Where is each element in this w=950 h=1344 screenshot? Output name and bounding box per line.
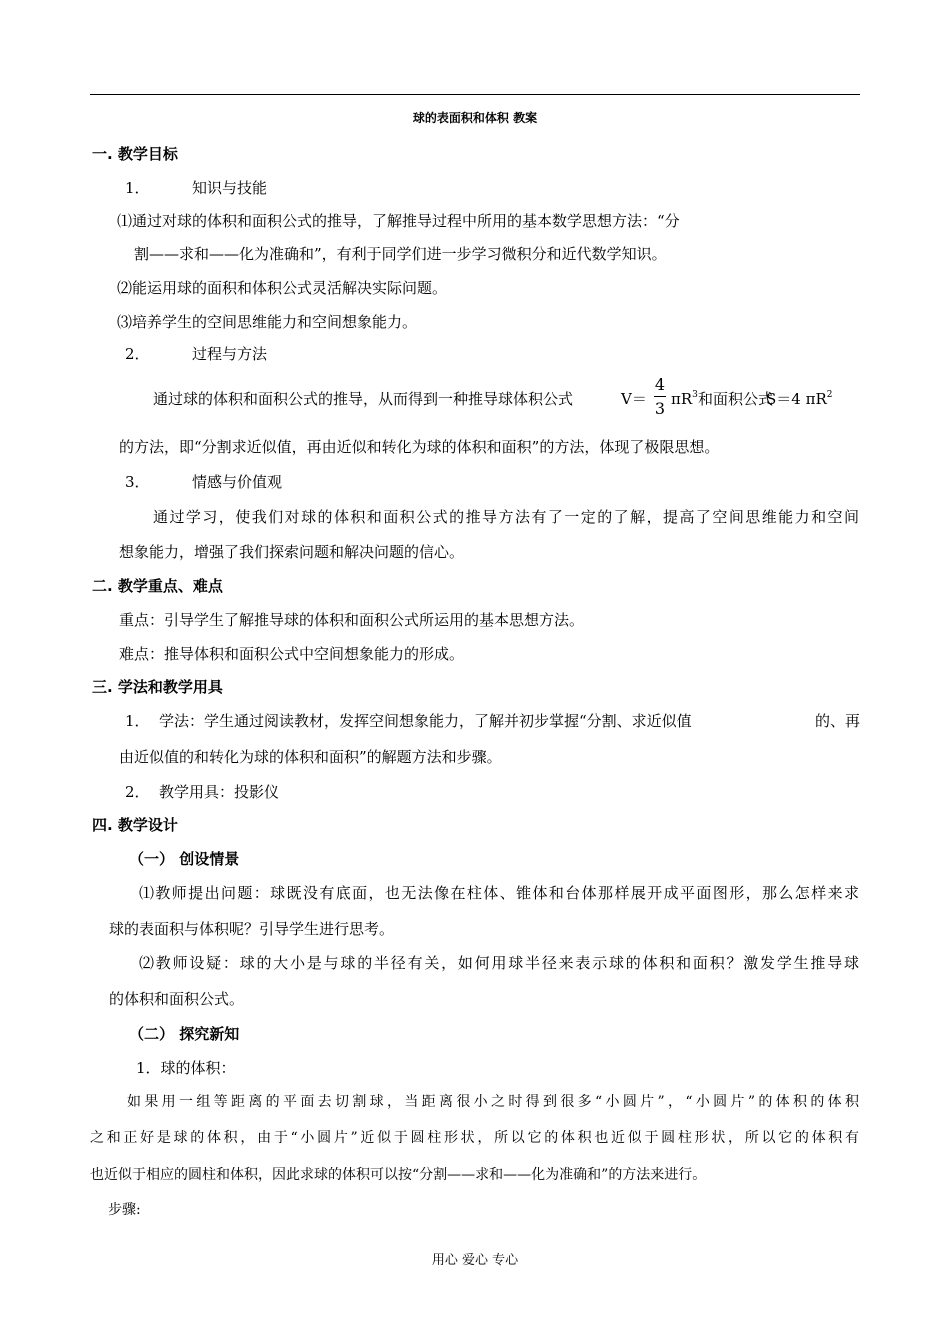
paragraph-line: 割——求和——化为准确和”，有利于同学们进一步学习微积分和近代数学知识。 (134, 245, 667, 263)
header-rule (90, 94, 860, 95)
paragraph-line: 之和正好是球的体积，由于“小圆片”近似于圆柱形状，所以它的体积也近似于圆柱形状，所以它的体积有 (90, 1130, 859, 1146)
formula-exponent: 3 (692, 390, 698, 400)
paragraph-line-tail: 的、再 (815, 712, 861, 730)
subsection-heading: （一） 创设情景 (129, 850, 240, 868)
item-label: 情感与价值观 (192, 473, 283, 491)
paragraph-line: ⑵能运用球的面积和体积公式灵活解决实际问题。 (117, 279, 448, 297)
section-heading-goals: 一. 教学目标 (92, 145, 178, 163)
paragraph-line: ⑶培养学生的空间思维能力和空间想象能力。 (117, 313, 418, 331)
section-heading-design: 四. 教学设计 (92, 816, 178, 834)
item-number: 1． (125, 179, 150, 197)
paragraph-line: 球的表面积与体积呢？引导学生进行思考。 (109, 920, 395, 938)
paragraph-line: ⑵教师设疑：球的大小是与球的半径有关，如何用球半径来表示球的体积和面积？激发学生推导球 (139, 954, 859, 972)
formula-text: 和面积公式 (698, 390, 774, 408)
formula-volume-rhs (671, 390, 698, 408)
formula-area (766, 390, 832, 408)
paragraph-line: 想象能力，增强了我们探索问题和解决问题的信心。 (119, 543, 465, 561)
formula-area-body: S＝4 πR (766, 390, 827, 408)
paragraph-line: 也近似于相应的圆柱和体积，因此求球的体积可以按“分割——求和——化为准确和”的方法来进行。 (90, 1167, 707, 1183)
page-footer: 用心 爱心 专心 (431, 1253, 519, 1268)
paragraph-line: 步骤: (108, 1202, 141, 1218)
item-label: 过程与方法 (192, 345, 268, 363)
section-heading-methods: 三. 学法和教学用具 (92, 678, 223, 696)
fraction-numerator: 4 (654, 375, 666, 394)
formula-volume-lhs: V＝ (621, 390, 647, 408)
paragraph-line: 的体积和面积公式。 (109, 990, 245, 1008)
paragraph-line: 由近似值的和转化为球的体积和面积”的解题方法和步骤。 (119, 748, 502, 766)
paragraph-line: 如果用一组等距离的平面去切割球，当距离很小之时得到很多“小圆片”，“小圆片”的体积的体积 (127, 1094, 859, 1110)
fraction-bar (654, 396, 666, 397)
item-number: 3． (125, 473, 150, 491)
section-heading-key-points: 二. 教学重点、难点 (92, 577, 223, 595)
paragraph-line: 1．球的体积： (136, 1059, 236, 1077)
paragraph-line: 通过学习，使我们对球的体积和面积公式的推导方法有了一定的了解，提高了空间思维能力和空间 (153, 508, 859, 526)
paragraph-line: ⑴教师提出问题：球既没有底面，也无法像在柱体、锥体和台体那样展开成平面图形，那么怎样来求 (139, 884, 859, 902)
key-point: 重点：引导学生了解推导球的体积和面积公式所运用的基本思想方法。 (119, 611, 585, 629)
formula-text: 通过球的体积和面积公式的推导，从而得到一种推导球体积公式 (153, 390, 574, 408)
paragraph-line: 教学用具：投影仪 (159, 783, 280, 801)
paragraph-line: 学法：学生通过阅读教材，发挥空间想象能力，了解并初步掌握“分割、求近似值 (159, 712, 692, 730)
difficult-point: 难点：推导体积和面积公式中空间想象能力的形成。 (119, 645, 465, 663)
subsection-heading: （二） 探究新知 (129, 1025, 240, 1043)
formula-exponent: 2 (826, 390, 833, 400)
paragraph-line: ⑴通过对球的体积和面积公式的推导，了解推导过程中所用的基本数学思想方法：“分 (117, 212, 680, 230)
paragraph-line: 的方法，即“分割求近似值，再由近似和转化为球的体积和面积”的方法，体现了极限思想。 (119, 438, 720, 456)
item-number: 2． (125, 345, 150, 363)
item-number: 1． (125, 712, 150, 730)
item-number: 2． (125, 783, 150, 801)
formula-pi-r: πR (671, 390, 693, 408)
item-label: 知识与技能 (192, 179, 268, 197)
page-title: 球的表面积和体积 教案 (412, 111, 538, 125)
fraction-denominator: 3 (654, 399, 666, 418)
